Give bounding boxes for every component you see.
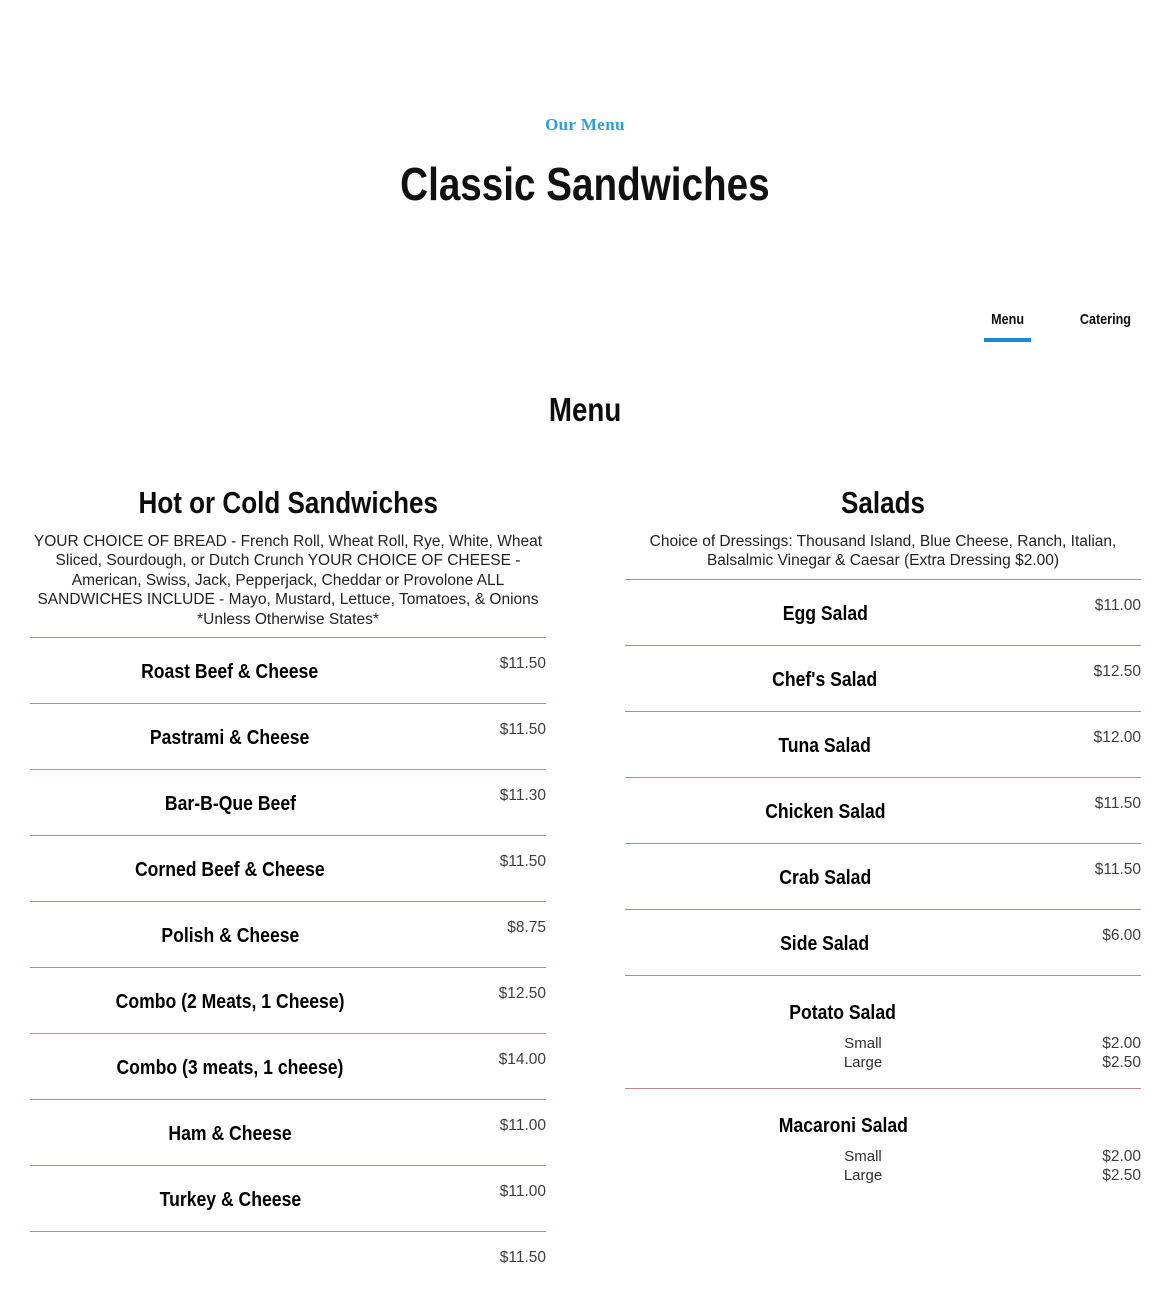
- menu-item-name: Side Salad: [780, 932, 870, 955]
- menu-item-row: [625, 843, 1141, 909]
- menu-item-name: Potato Salad: [789, 1001, 897, 1024]
- menu-item-row: [30, 769, 546, 835]
- menu-item-name: Chicken Salad: [764, 800, 886, 823]
- menu-item-row: [30, 1099, 546, 1165]
- menu-item-row: [30, 1033, 546, 1099]
- menu-item-row: [625, 645, 1141, 711]
- menu-item-variant: [625, 1053, 1141, 1072]
- tab-menu[interactable]: Menu: [984, 310, 1031, 342]
- eyebrow-our-menu: Our Menu: [545, 115, 625, 134]
- menu-item-price: $11.50: [499, 853, 546, 871]
- menu-item-row: [625, 1088, 1141, 1201]
- menu-item-variant: [625, 1147, 1141, 1166]
- menu-item-row: [30, 637, 546, 703]
- variant-price: $2.50: [1102, 1166, 1141, 1184]
- variant-label: Large: [843, 1053, 883, 1071]
- variant-label: Large: [843, 1166, 883, 1184]
- variant-price: $2.00: [1102, 1034, 1141, 1052]
- menu-tab-bar: [0, 310, 1170, 342]
- column-description: YOUR CHOICE OF BREAD - French Roll, Wheat Roll, Rye, White, Wheat Sliced, Sourdough, or Dutch Crunch YOUR CHOICE OF CHEESE - American, Swiss, Jack, Pepperjack, Cheddar or Provolone ALL SANDWICHES INCLUDE - Mayo, Mustard, Lettuce, Tomatoes, & Onions *Unless Otherwise States*: [33, 533, 543, 628]
- menu-item-row: [30, 1231, 546, 1297]
- menu-item-price: $11.00: [1094, 596, 1141, 614]
- menu-item-list: [625, 579, 1141, 1201]
- menu-item-name: Turkey & Cheese: [159, 1189, 301, 1212]
- menu-item-name: Ham & Cheese: [168, 1123, 292, 1146]
- variant-price: $2.50: [1102, 1053, 1141, 1071]
- menu-item-name: Corned Beef & Cheese: [135, 859, 325, 882]
- menu-item-price: $11.50: [499, 1249, 546, 1267]
- menu-item-price: $12.50: [1093, 662, 1141, 680]
- menu-item-name: Combo (2 Meats, 1 Cheese): [115, 991, 345, 1014]
- menu-item-price: $8.75: [507, 919, 546, 937]
- section-title: Menu: [548, 391, 622, 428]
- menu-item-variant: [625, 1034, 1141, 1053]
- column-salads: [625, 484, 1141, 1297]
- menu-item-row: [30, 835, 546, 901]
- menu-item-price: $11.00: [499, 1117, 546, 1135]
- menu-item-row: [30, 901, 546, 967]
- menu-item-price: $11.50: [1094, 794, 1141, 812]
- column-heading: Salads: [841, 485, 925, 520]
- menu-item-name: Crab Salad: [779, 866, 871, 889]
- variant-label: Small: [844, 1147, 882, 1165]
- menu-item-price: $12.00: [1093, 728, 1141, 746]
- column-hot-or-cold-sandwiches: [30, 484, 546, 1297]
- menu-item-name: Macaroni Salad: [778, 1114, 908, 1137]
- menu-item-row: [625, 579, 1141, 645]
- menu-item-price: $11.30: [499, 787, 546, 805]
- menu-item-row: [30, 967, 546, 1033]
- column-heading: Hot or Cold Sandwiches: [138, 485, 438, 520]
- menu-item-row: [30, 1165, 546, 1231]
- menu-item-list: [30, 637, 546, 1297]
- column-description: Choice of Dressings: Thousand Island, Blue Cheese, Ranch, Italian, Balsalmic Vinegar & Caesar (Extra Dressing $2.00): [649, 533, 1117, 570]
- menu-columns: [0, 484, 1170, 1297]
- menu-item-name: Polish & Cheese: [161, 925, 299, 948]
- variant-price: $2.00: [1102, 1147, 1141, 1165]
- variant-label: Small: [844, 1034, 882, 1052]
- menu-item-variant: [625, 1166, 1141, 1185]
- menu-item-name: Bar-B-Que Beef: [164, 793, 296, 816]
- menu-item-row: [625, 975, 1141, 1088]
- menu-item-row: [625, 909, 1141, 975]
- menu-item-price: $12.50: [498, 985, 546, 1003]
- menu-item-price: $11.50: [499, 655, 546, 673]
- menu-item-name: [30, 1254, 430, 1278]
- page-title: Classic Sandwiches: [400, 158, 770, 210]
- menu-item-price: $11.50: [499, 721, 546, 739]
- menu-item-name: Roast Beef & Cheese: [141, 661, 319, 684]
- menu-item-row: [625, 711, 1141, 777]
- menu-item-price: $14.00: [498, 1051, 546, 1069]
- menu-item-name: Tuna Salad: [778, 734, 872, 757]
- menu-item-name: Chef's Salad: [772, 668, 878, 691]
- menu-item-name: Pastrami & Cheese: [150, 727, 310, 750]
- menu-item-name: Egg Salad: [782, 602, 868, 625]
- menu-item-row: [30, 703, 546, 769]
- menu-item-price: $11.00: [499, 1183, 546, 1201]
- menu-item-price: $11.50: [1094, 860, 1141, 878]
- tab-catering[interactable]: Catering: [1080, 311, 1132, 328]
- menu-item-price: $6.00: [1102, 926, 1141, 944]
- menu-item-row: [625, 777, 1141, 843]
- menu-item-name: Combo (3 meats, 1 cheese): [116, 1057, 344, 1080]
